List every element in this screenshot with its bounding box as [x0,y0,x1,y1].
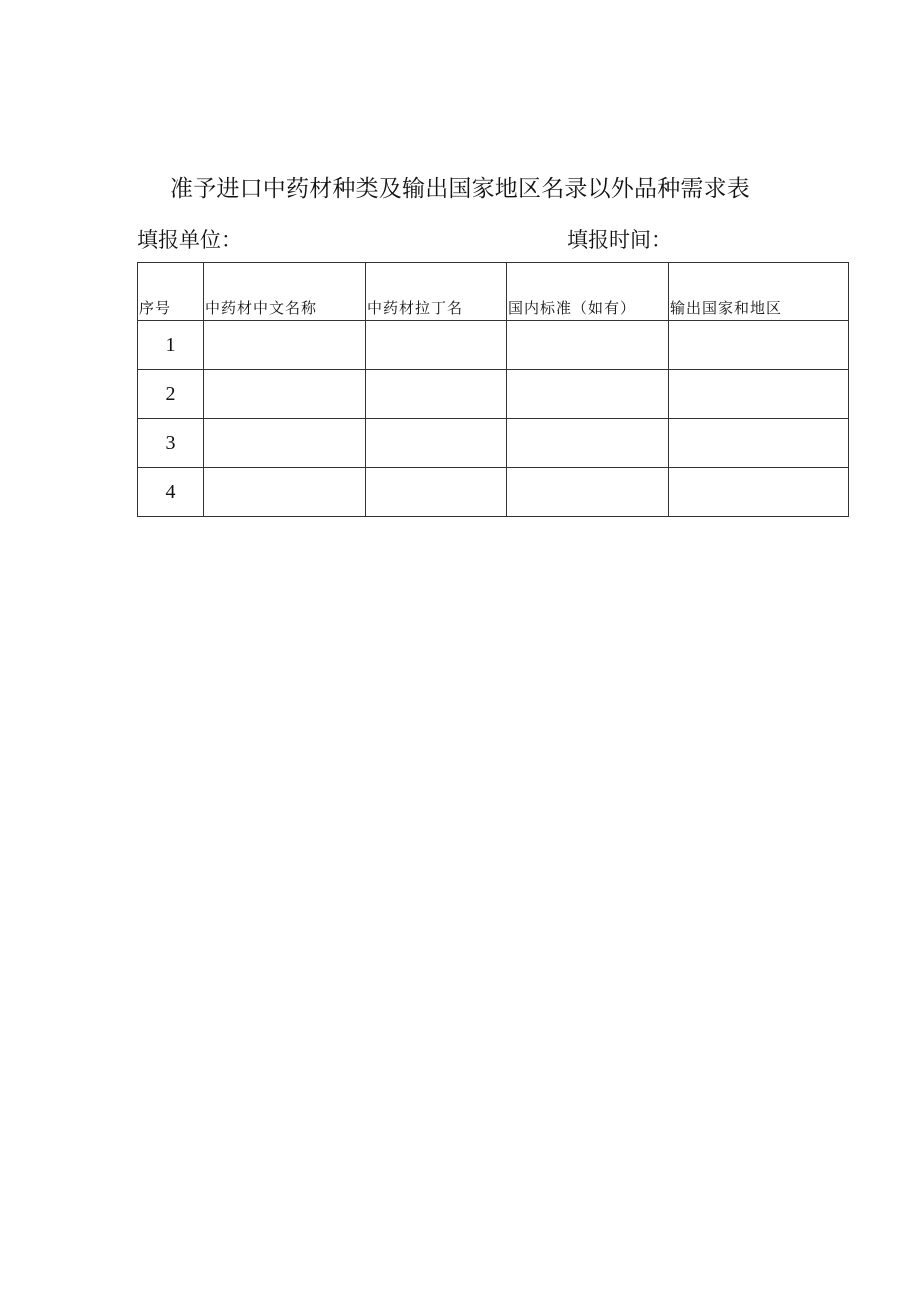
standard-cell[interactable] [507,370,669,419]
region-cell[interactable] [669,321,849,370]
region-cell[interactable] [669,419,849,468]
header-export-region: 输出国家和地区 [669,263,849,321]
header-latin-name: 中药材拉丁名 [366,263,507,321]
cn-name-cell[interactable] [204,419,366,468]
table-header-row [138,263,849,321]
standard-cell[interactable] [507,419,669,468]
reporting-unit-label: 填报单位： [137,228,242,252]
reporting-time-label: 填报时间： [567,228,672,252]
standard-cell[interactable] [507,321,669,370]
row-number: 1 [138,321,204,370]
table-row [138,419,849,468]
header-chinese-name: 中药材中文名称 [204,263,366,321]
cn-name-cell[interactable] [204,468,366,517]
requirement-table [137,262,849,517]
latin-name-cell[interactable] [366,419,507,468]
latin-name-cell[interactable] [366,468,507,517]
standard-cell[interactable] [507,468,669,517]
latin-name-cell[interactable] [366,370,507,419]
region-cell[interactable] [669,468,849,517]
row-number: 3 [138,419,204,468]
cn-name-cell[interactable] [204,321,366,370]
region-cell[interactable] [669,370,849,419]
header-domestic-standard: 国内标准（如有） [507,263,669,321]
table-row [138,370,849,419]
row-number: 2 [138,370,204,419]
table-row [138,468,849,517]
document-title: 准予进口中药材种类及输出国家地区名录以外品种需求表 [170,176,750,202]
header-serial-number: 序号 [138,263,204,321]
cn-name-cell[interactable] [204,370,366,419]
row-number: 4 [138,468,204,517]
latin-name-cell[interactable] [366,321,507,370]
table-row [138,321,849,370]
